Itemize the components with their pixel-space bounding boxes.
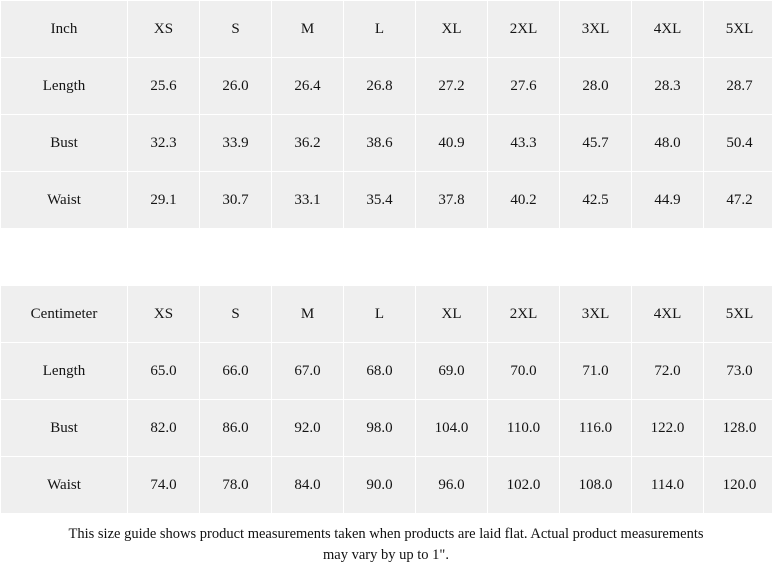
cell-value: 68.0: [344, 343, 416, 400]
column-header-xl: XL: [416, 286, 488, 343]
row-label-waist: Waist: [1, 457, 128, 514]
cell-value: 33.9: [200, 115, 272, 172]
footnote-line-2: may vary by up to 1".: [323, 545, 449, 566]
table-row: [1, 343, 772, 400]
cell-value: 102.0: [488, 457, 560, 514]
column-header-4xl: 4XL: [632, 1, 704, 58]
cell-value: 70.0: [488, 343, 560, 400]
table-row: [1, 115, 772, 172]
cell-value: 45.7: [560, 115, 632, 172]
cell-value: 122.0: [632, 400, 704, 457]
table-row: [1, 400, 772, 457]
table-header-row: [1, 1, 772, 58]
cell-value: 36.2: [272, 115, 344, 172]
column-header-4xl: 4XL: [632, 286, 704, 343]
cell-value: 30.7: [200, 172, 272, 229]
cell-value: 104.0: [416, 400, 488, 457]
column-header-2xl: 2XL: [488, 286, 560, 343]
row-label-bust: Bust: [1, 400, 128, 457]
cell-value: 27.2: [416, 58, 488, 115]
cell-value: 29.1: [128, 172, 200, 229]
column-header-s: S: [200, 1, 272, 58]
inch-size-table: [0, 0, 772, 229]
footnote-line-1: This size guide shows product measurements taken when products are laid flat. Actual product measurements: [69, 524, 704, 545]
cell-value: 40.9: [416, 115, 488, 172]
column-header-m: M: [272, 1, 344, 58]
column-header-xs: XS: [128, 1, 200, 58]
cell-value: 26.0: [200, 58, 272, 115]
cell-value: 114.0: [632, 457, 704, 514]
table-separator: [0, 229, 772, 285]
unit-label-inch: Inch: [1, 1, 128, 58]
unit-label-centimeter: Centimeter: [1, 286, 128, 343]
column-header-3xl: 3XL: [560, 1, 632, 58]
column-header-l: L: [344, 286, 416, 343]
cell-value: 27.6: [488, 58, 560, 115]
cell-value: 40.2: [488, 172, 560, 229]
column-header-s: S: [200, 286, 272, 343]
column-header-5xl: 5XL: [704, 1, 772, 58]
cell-value: 86.0: [200, 400, 272, 457]
centimeter-size-table: [0, 285, 772, 514]
cell-value: 33.1: [272, 172, 344, 229]
column-header-xs: XS: [128, 286, 200, 343]
cell-value: 28.7: [704, 58, 772, 115]
cell-value: 67.0: [272, 343, 344, 400]
cell-value: 47.2: [704, 172, 772, 229]
size-guide-footnote: [0, 514, 772, 572]
cell-value: 38.6: [344, 115, 416, 172]
cell-value: 28.3: [632, 58, 704, 115]
row-label-bust: Bust: [1, 115, 128, 172]
cell-value: 98.0: [344, 400, 416, 457]
column-header-5xl: 5XL: [704, 286, 772, 343]
cell-value: 50.4: [704, 115, 772, 172]
cell-value: 44.9: [632, 172, 704, 229]
cell-value: 116.0: [560, 400, 632, 457]
column-header-2xl: 2XL: [488, 1, 560, 58]
table-row: [1, 172, 772, 229]
cell-value: 108.0: [560, 457, 632, 514]
cell-value: 92.0: [272, 400, 344, 457]
cell-value: 25.6: [128, 58, 200, 115]
column-header-xl: XL: [416, 1, 488, 58]
cell-value: 74.0: [128, 457, 200, 514]
row-label-waist: Waist: [1, 172, 128, 229]
cell-value: 110.0: [488, 400, 560, 457]
cell-value: 66.0: [200, 343, 272, 400]
cell-value: 32.3: [128, 115, 200, 172]
column-header-m: M: [272, 286, 344, 343]
column-header-l: L: [344, 1, 416, 58]
cell-value: 96.0: [416, 457, 488, 514]
table-row: [1, 58, 772, 115]
cell-value: 26.4: [272, 58, 344, 115]
cell-value: 48.0: [632, 115, 704, 172]
cell-value: 128.0: [704, 400, 772, 457]
cell-value: 84.0: [272, 457, 344, 514]
column-header-3xl: 3XL: [560, 286, 632, 343]
cell-value: 71.0: [560, 343, 632, 400]
row-label-length: Length: [1, 58, 128, 115]
cell-value: 35.4: [344, 172, 416, 229]
cell-value: 73.0: [704, 343, 772, 400]
cell-value: 65.0: [128, 343, 200, 400]
cell-value: 82.0: [128, 400, 200, 457]
cell-value: 78.0: [200, 457, 272, 514]
table-row: [1, 457, 772, 514]
cell-value: 72.0: [632, 343, 704, 400]
cell-value: 90.0: [344, 457, 416, 514]
cell-value: 120.0: [704, 457, 772, 514]
table-header-row: [1, 286, 772, 343]
cell-value: 69.0: [416, 343, 488, 400]
cell-value: 42.5: [560, 172, 632, 229]
cell-value: 37.8: [416, 172, 488, 229]
row-label-length: Length: [1, 343, 128, 400]
cell-value: 28.0: [560, 58, 632, 115]
cell-value: 26.8: [344, 58, 416, 115]
cell-value: 43.3: [488, 115, 560, 172]
